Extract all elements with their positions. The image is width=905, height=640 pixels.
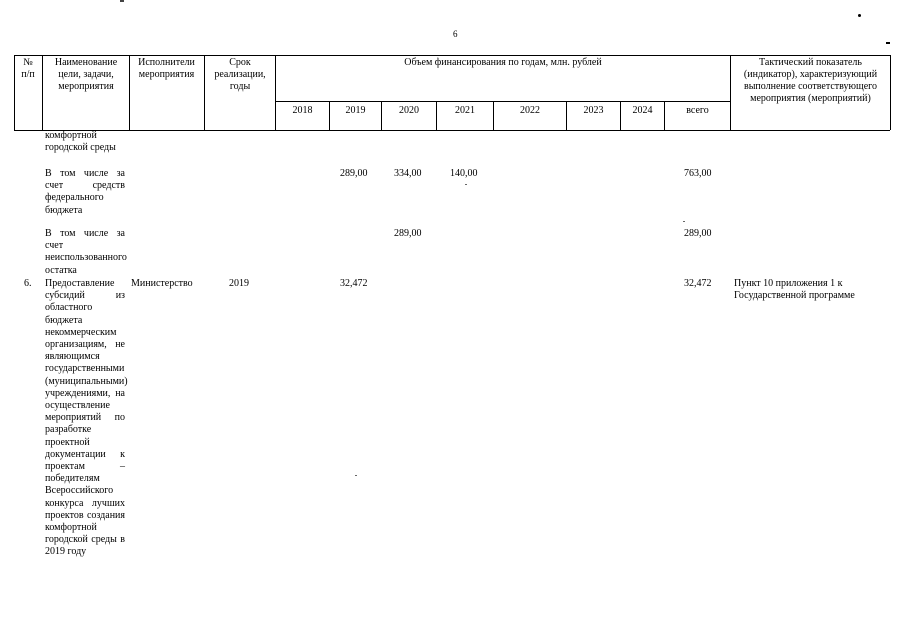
row-text: Предоставление субсидий из областного бюджета некоммерческим организациям, не являющимся государственными (муниципальными) учреждениями, на осуществление мероприятий по разработке проектной документации к проектам – победителям Всероссийского конкурса лучших проектов создания комфортной городской среды в 2019 году [45, 278, 128, 558]
header-term: Срок реализации, годы [214, 57, 266, 92]
value-2021: 140,00 [450, 168, 478, 179]
row-term: 2019 [229, 278, 249, 289]
header-indicator: Тактический показатель (индикатор), характеризующий выполнение соответствующего мероприятия (мероприятий) [743, 57, 878, 104]
scan-mark [858, 14, 861, 17]
scan-mark [683, 221, 685, 222]
year-2020: 2020 [399, 105, 419, 116]
scan-mark [465, 184, 467, 185]
row-text: В том числе за счет средств федерального бюджета [45, 168, 125, 216]
header-executors: Исполнители мероприятия [138, 57, 195, 80]
row-executor: Министерство [131, 278, 193, 289]
row-text: комфортной городской среды [45, 130, 116, 154]
year-2022: 2022 [520, 105, 540, 116]
row-indicator: Пункт 10 приложения 1 к Государственной программе [734, 278, 855, 302]
value-2019: 289,00 [340, 168, 368, 179]
header-name: Наименование цели, задачи, мероприятия [54, 57, 118, 92]
value-2020: 289,00 [394, 228, 422, 239]
value-2019: 32,472 [340, 278, 368, 289]
value-2020: 334,00 [394, 168, 422, 179]
header-no: № п/п [21, 57, 35, 80]
header-funding: Объем финансирования по годам, млн. рублей [404, 57, 602, 68]
year-2019: 2019 [345, 105, 366, 116]
year-2018: 2018 [292, 105, 313, 116]
page-number: 6 [453, 29, 458, 39]
row-number: 6. [24, 278, 32, 289]
year-total: всего [686, 105, 709, 116]
row-text: В том числе за счет неиспользованного остатка [45, 228, 127, 276]
value-total: 763,00 [684, 168, 712, 179]
scan-mark [120, 0, 124, 2]
value-total: 32,472 [684, 278, 712, 289]
year-2024: 2024 [632, 105, 653, 116]
value-total: 289,00 [684, 228, 712, 239]
year-2021: 2021 [455, 105, 475, 116]
scan-mark [886, 42, 890, 44]
scan-mark [355, 475, 357, 476]
year-2023: 2023 [583, 105, 604, 116]
